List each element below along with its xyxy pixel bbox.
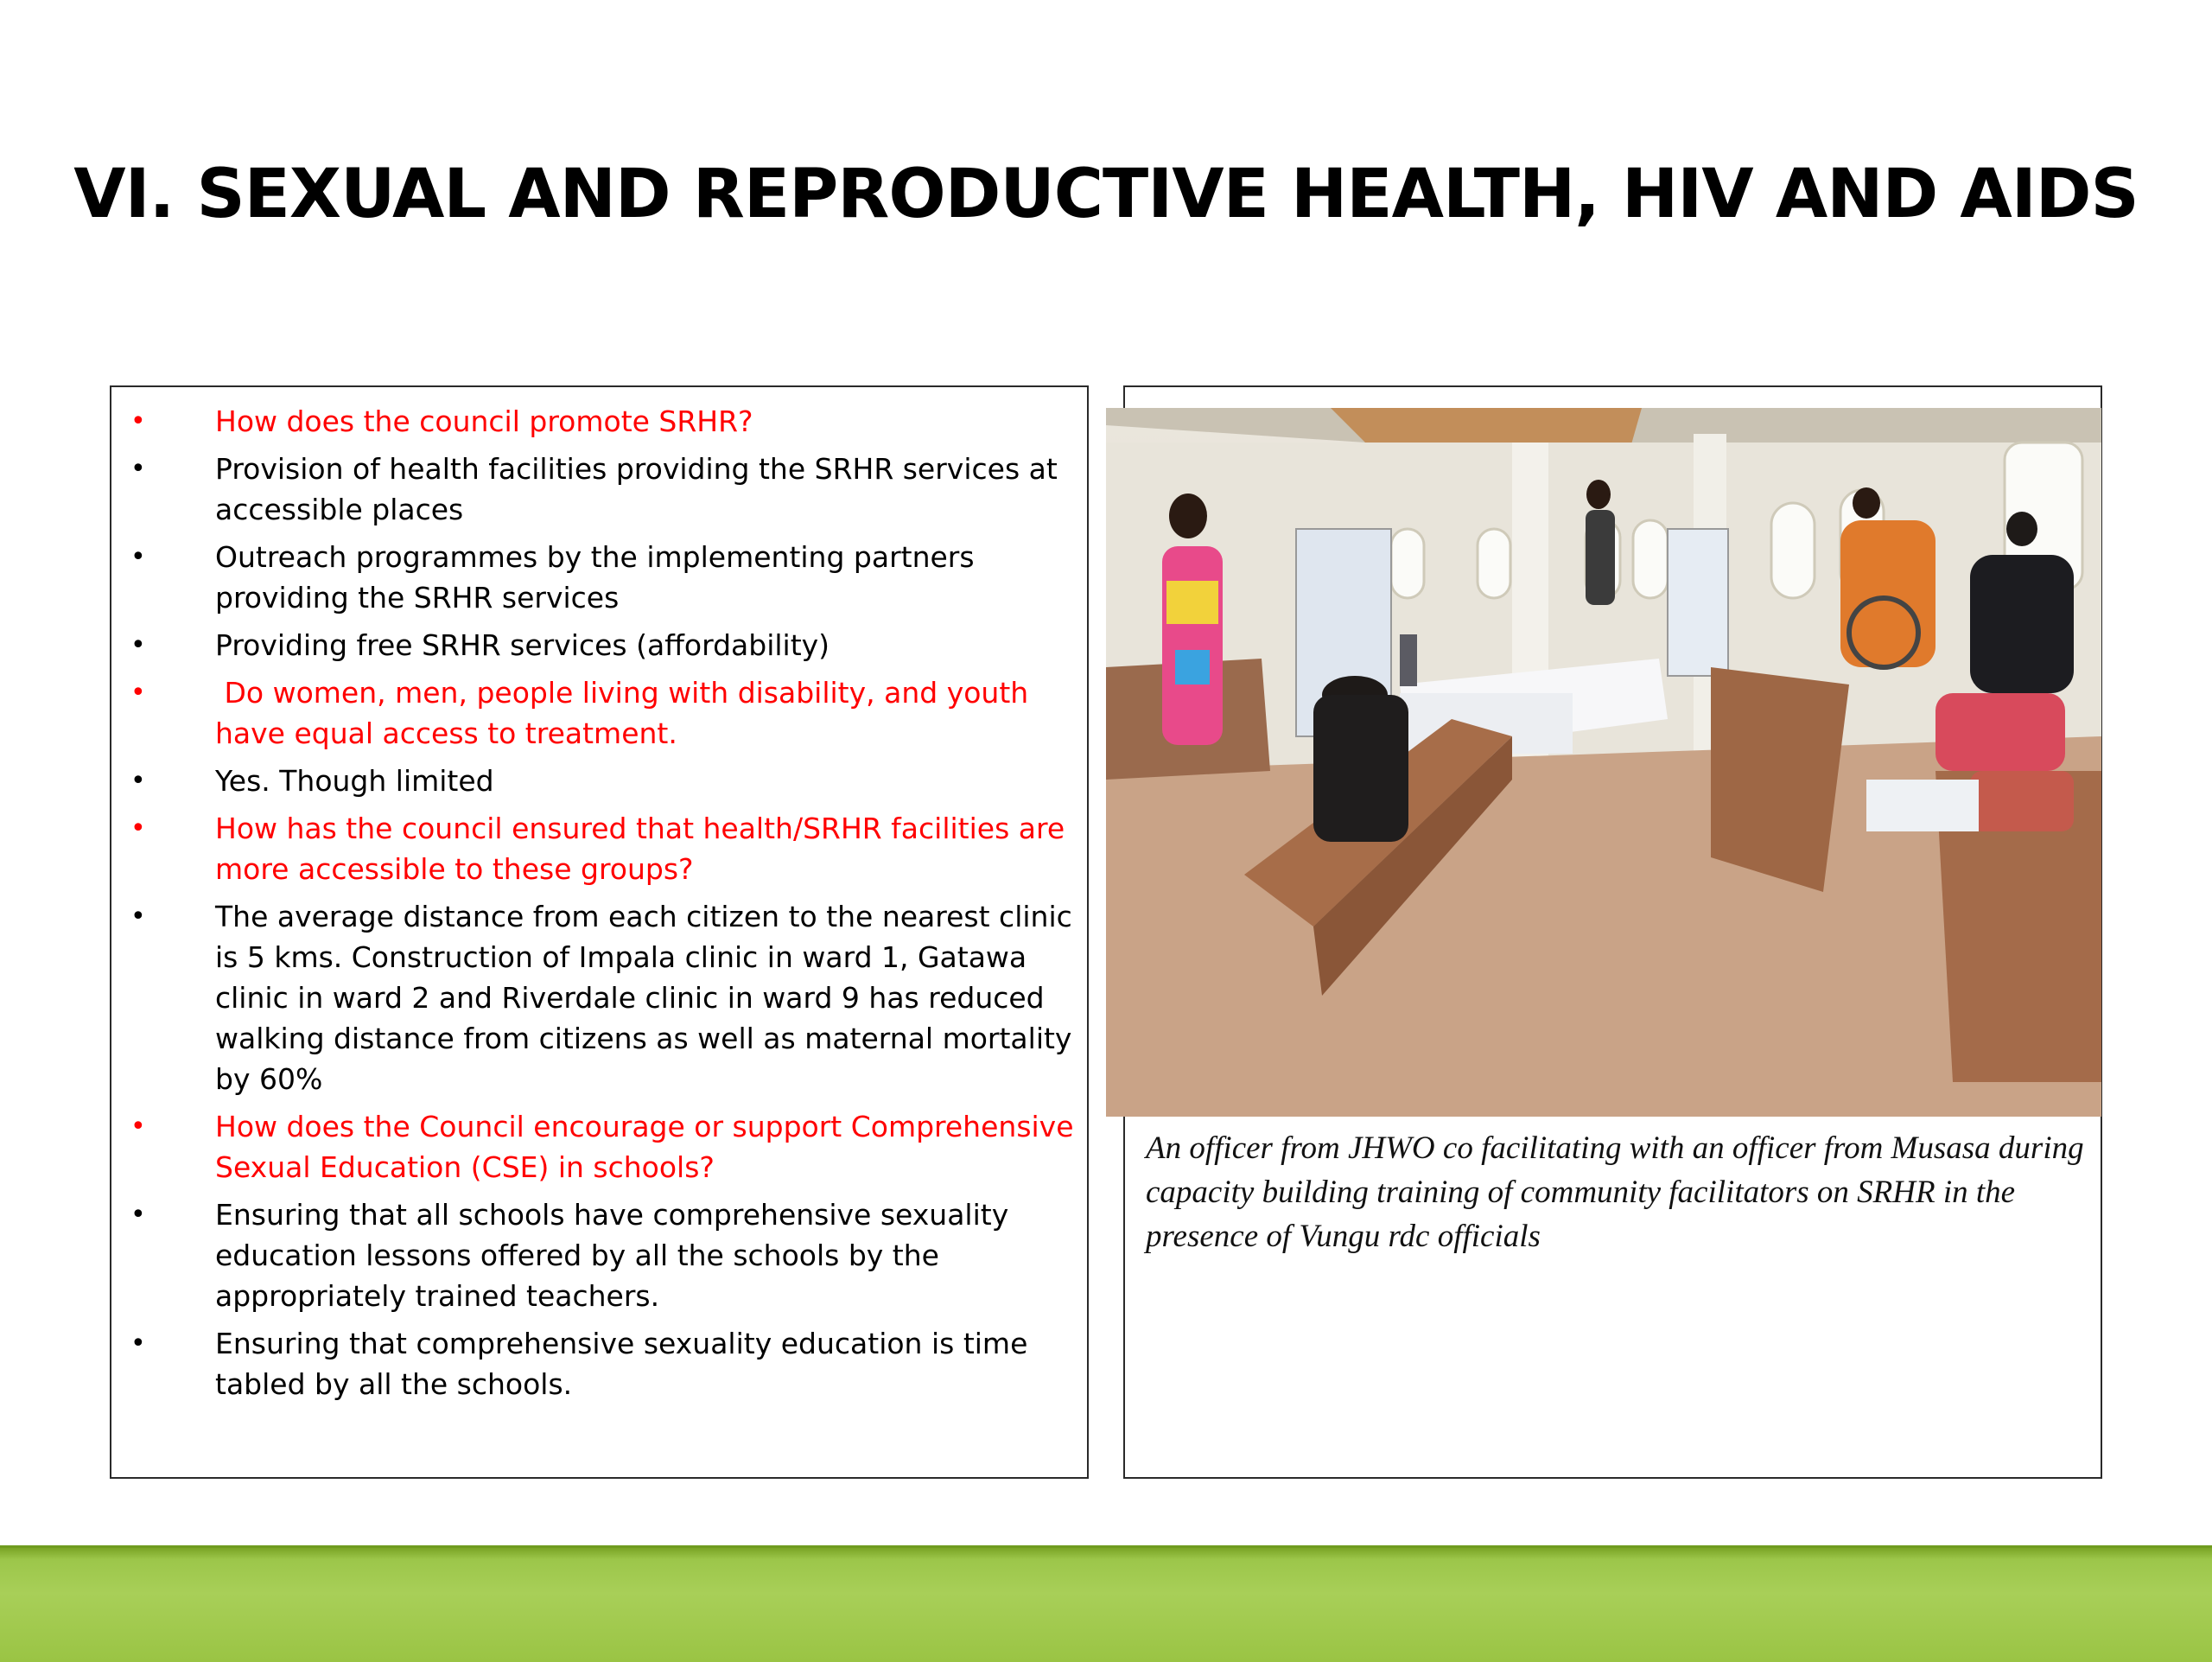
bullet-text: Provision of health facilities providing the SRHR services at accessible places (215, 452, 1058, 526)
training-hall-illustration (1106, 408, 2101, 1117)
bullet-item (130, 625, 1077, 665)
bullet-dot: • (130, 406, 146, 436)
bullet-text: Yes. Though limited (215, 764, 494, 798)
srhr-questions-panel (110, 385, 1089, 1479)
bullet-dot: • (130, 901, 146, 932)
bullet-text: Outreach programmes by the implementing partners providing the SRHR services (215, 540, 975, 614)
bullet-item (130, 672, 1077, 754)
slide-title: VI. SEXUAL AND REPRODUCTIVE HEALTH, HIV AND AIDS (73, 156, 2139, 233)
bullet-item (130, 449, 1077, 530)
bullet-dot: • (130, 1111, 146, 1142)
photo-caption: An officer from JHWO co facilitating with an officer from Musasa during capacity building training of community facilitators on SRHR in the presence of Vungu rdc officials (1146, 1130, 2084, 1254)
bullet-text: Providing free SRHR services (affordability) (215, 628, 830, 662)
bullet-item (130, 808, 1077, 889)
bullet-dot: • (130, 766, 146, 796)
training-session-photo (1106, 408, 2101, 1117)
bullet-dot: • (130, 1200, 146, 1230)
bullet-item (130, 1194, 1077, 1316)
bullet-list (130, 401, 1077, 1411)
bullet-dot: • (130, 813, 146, 844)
bullet-dot: • (130, 678, 146, 708)
bullet-dot: • (130, 1328, 146, 1359)
bullet-text: How has the council ensured that health/SRHR facilities are more accessible to these groups? (215, 812, 1065, 886)
footer-bar (0, 1545, 2212, 1662)
bullet-item (130, 401, 1077, 442)
bullet-item (130, 761, 1077, 801)
bullet-text: Do women, men, people living with disability, and youth have equal access to treatment. (215, 676, 1038, 750)
bullet-dot: • (130, 630, 146, 660)
bullet-text: Ensuring that comprehensive sexuality education is time tabled by all the schools. (215, 1327, 1028, 1401)
bullet-text: How does the Council encourage or support Comprehensive Sexual Education (CSE) in schools? (215, 1110, 1074, 1184)
bullet-dot: • (130, 542, 146, 572)
bullet-text: Ensuring that all schools have comprehensive sexuality education lessons offered by all the schools by the appropriately trained teachers. (215, 1198, 1009, 1313)
bullet-item (130, 1323, 1077, 1404)
bullet-dot: • (130, 454, 146, 484)
bullet-text: The average distance from each citizen to the nearest clinic is 5 kms. Construction of Impala clinic in ward 1, Gatawa clinic in ward 2 and Riverdale clinic in ward 9 has reduced walking distance from citizens as well as maternal mortality by 60% (215, 900, 1072, 1096)
bullet-item (130, 896, 1077, 1099)
bullet-item (130, 537, 1077, 618)
bullet-item (130, 1106, 1077, 1188)
bullet-text: How does the council promote SRHR? (215, 404, 753, 438)
